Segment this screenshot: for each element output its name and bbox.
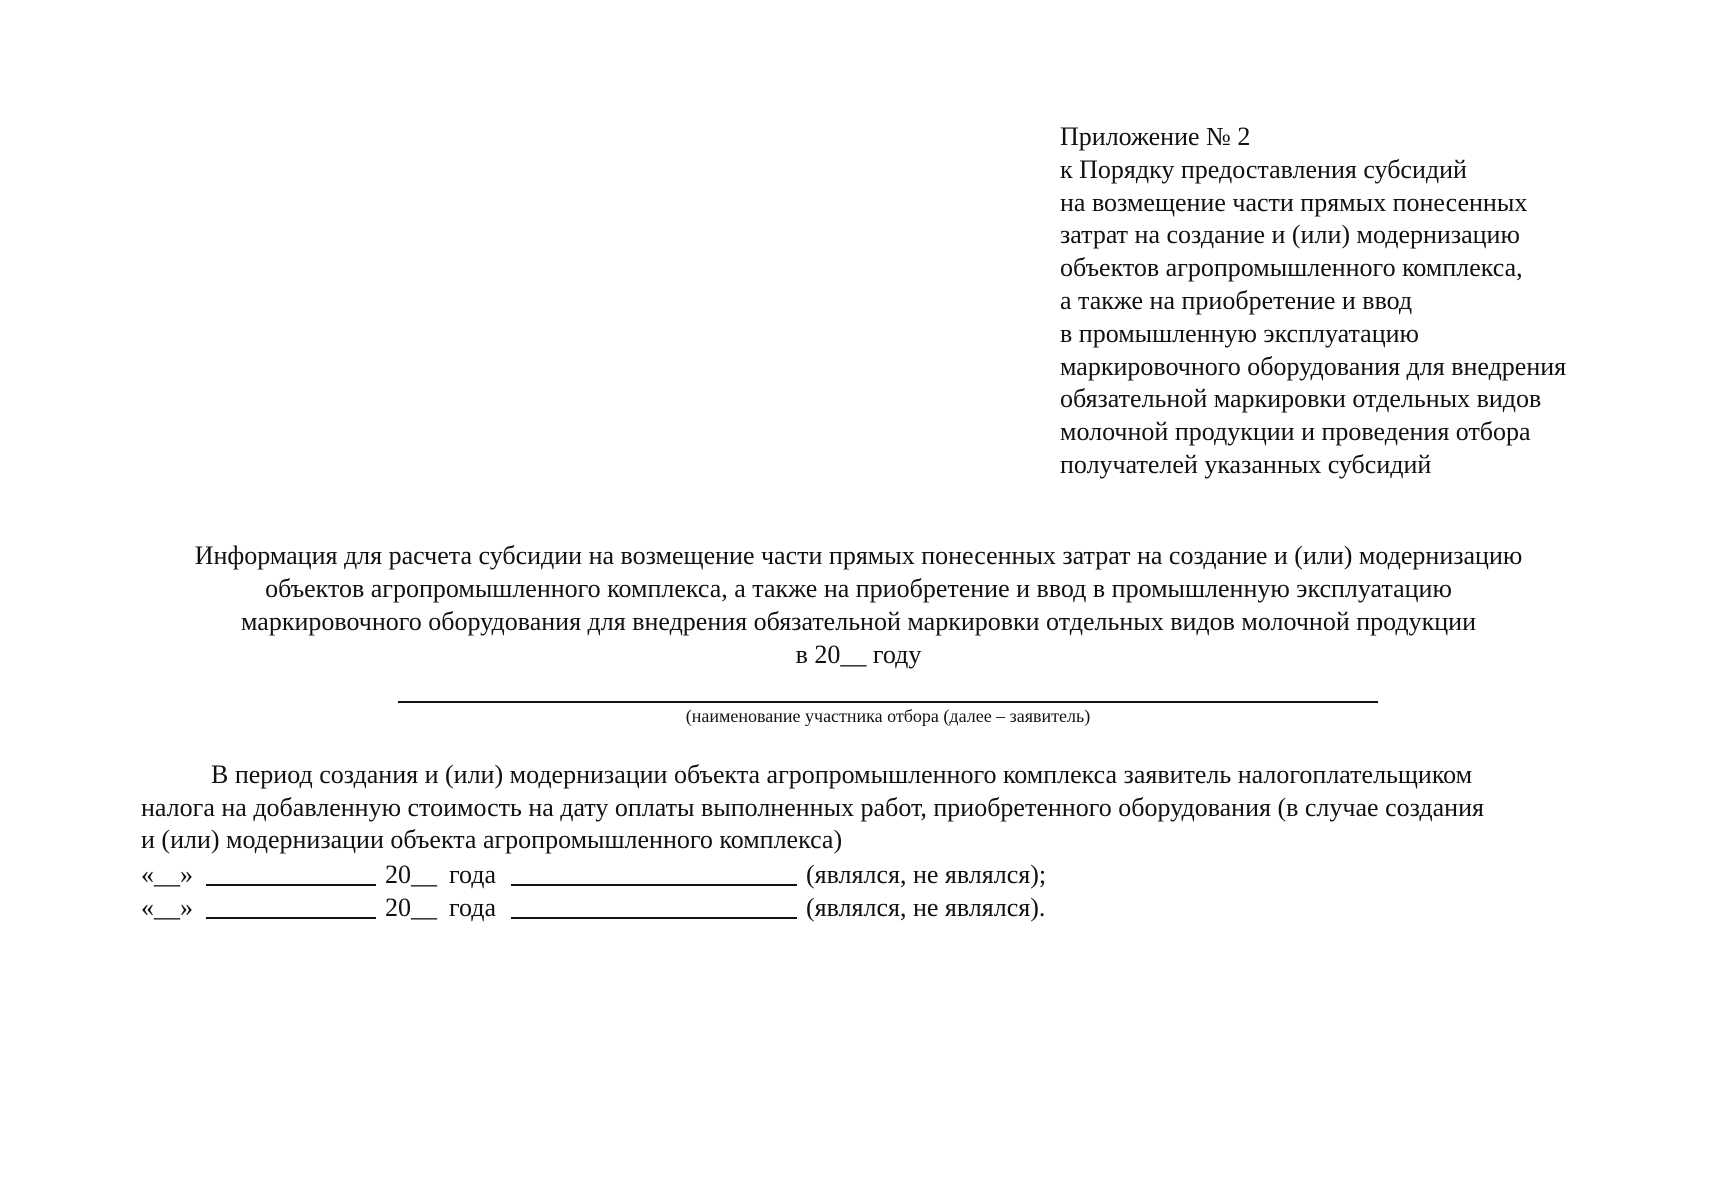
year-word: года: [449, 893, 497, 922]
body-line: налога на добавленную стоимость на дату оплаты выполненных работ, приобретенного оборудования (в случае создания: [141, 792, 1484, 822]
appendix-line: а также на приобретение и ввод: [1060, 285, 1413, 315]
status-blank[interactable]: [511, 884, 797, 886]
appendix-line: обязательной маркировки отдельных видов: [1060, 384, 1542, 414]
appendix-line: затрат на создание и (или) модернизацию: [1060, 220, 1520, 250]
year-field[interactable]: 20__: [385, 893, 437, 922]
month-blank[interactable]: [206, 917, 376, 919]
appendix-line: в промышленную эксплуатацию: [1060, 318, 1419, 348]
month-blank[interactable]: [206, 884, 376, 886]
title-line: маркировочного оборудования для внедрения обязательной маркировки отдельных видов молочной продукции: [241, 607, 1476, 636]
appendix-header: [1060, 121, 1660, 482]
participant-caption: (наименование участника отбора (далее – заявитель): [685, 706, 1091, 726]
body-paragraph: [141, 759, 1641, 857]
appendix-line: маркировочного оборудования для внедрения: [1060, 351, 1567, 381]
body-line: В период создания и (или) модернизации объекта агропромышленного комплекса заявитель налогоплательщиком: [211, 760, 1473, 789]
status-note: (являлся, не являлся);: [806, 860, 1047, 889]
appendix-line: к Порядку предоставления субсидий: [1060, 154, 1467, 184]
participant-name-blank[interactable]: [398, 701, 1378, 703]
title-line: Информация для расчета субсидии на возмещение части прямых понесенных затрат на создание и (или) модернизацию: [194, 541, 1523, 570]
appendix-line: молочной продукции и проведения отбора: [1060, 417, 1531, 447]
day-field[interactable]: «__»: [141, 860, 193, 889]
body-line: и (или) модернизации объекта агропромышленного комплекса): [141, 825, 843, 854]
appendix-line: объектов агропромышленного комплекса,: [1060, 253, 1523, 283]
appendix-line: на возмещение части прямых понесенных: [1060, 187, 1528, 217]
day-field[interactable]: «__»: [141, 893, 193, 922]
document-title: [0, 539, 1717, 671]
appendix-line: получателей указанных субсидий: [1060, 449, 1432, 479]
status-blank[interactable]: [511, 917, 797, 919]
year-field[interactable]: 20__: [385, 860, 437, 889]
appendix-line: Приложение № 2: [1060, 122, 1251, 151]
title-line: объектов агропромышленного комплекса, а также на приобретение и ввод в промышленную эксплуатацию: [265, 574, 1452, 603]
title-line: в 20__ году: [795, 640, 922, 669]
status-note: (являлся, не являлся).: [806, 893, 1046, 922]
year-word: года: [449, 860, 497, 889]
